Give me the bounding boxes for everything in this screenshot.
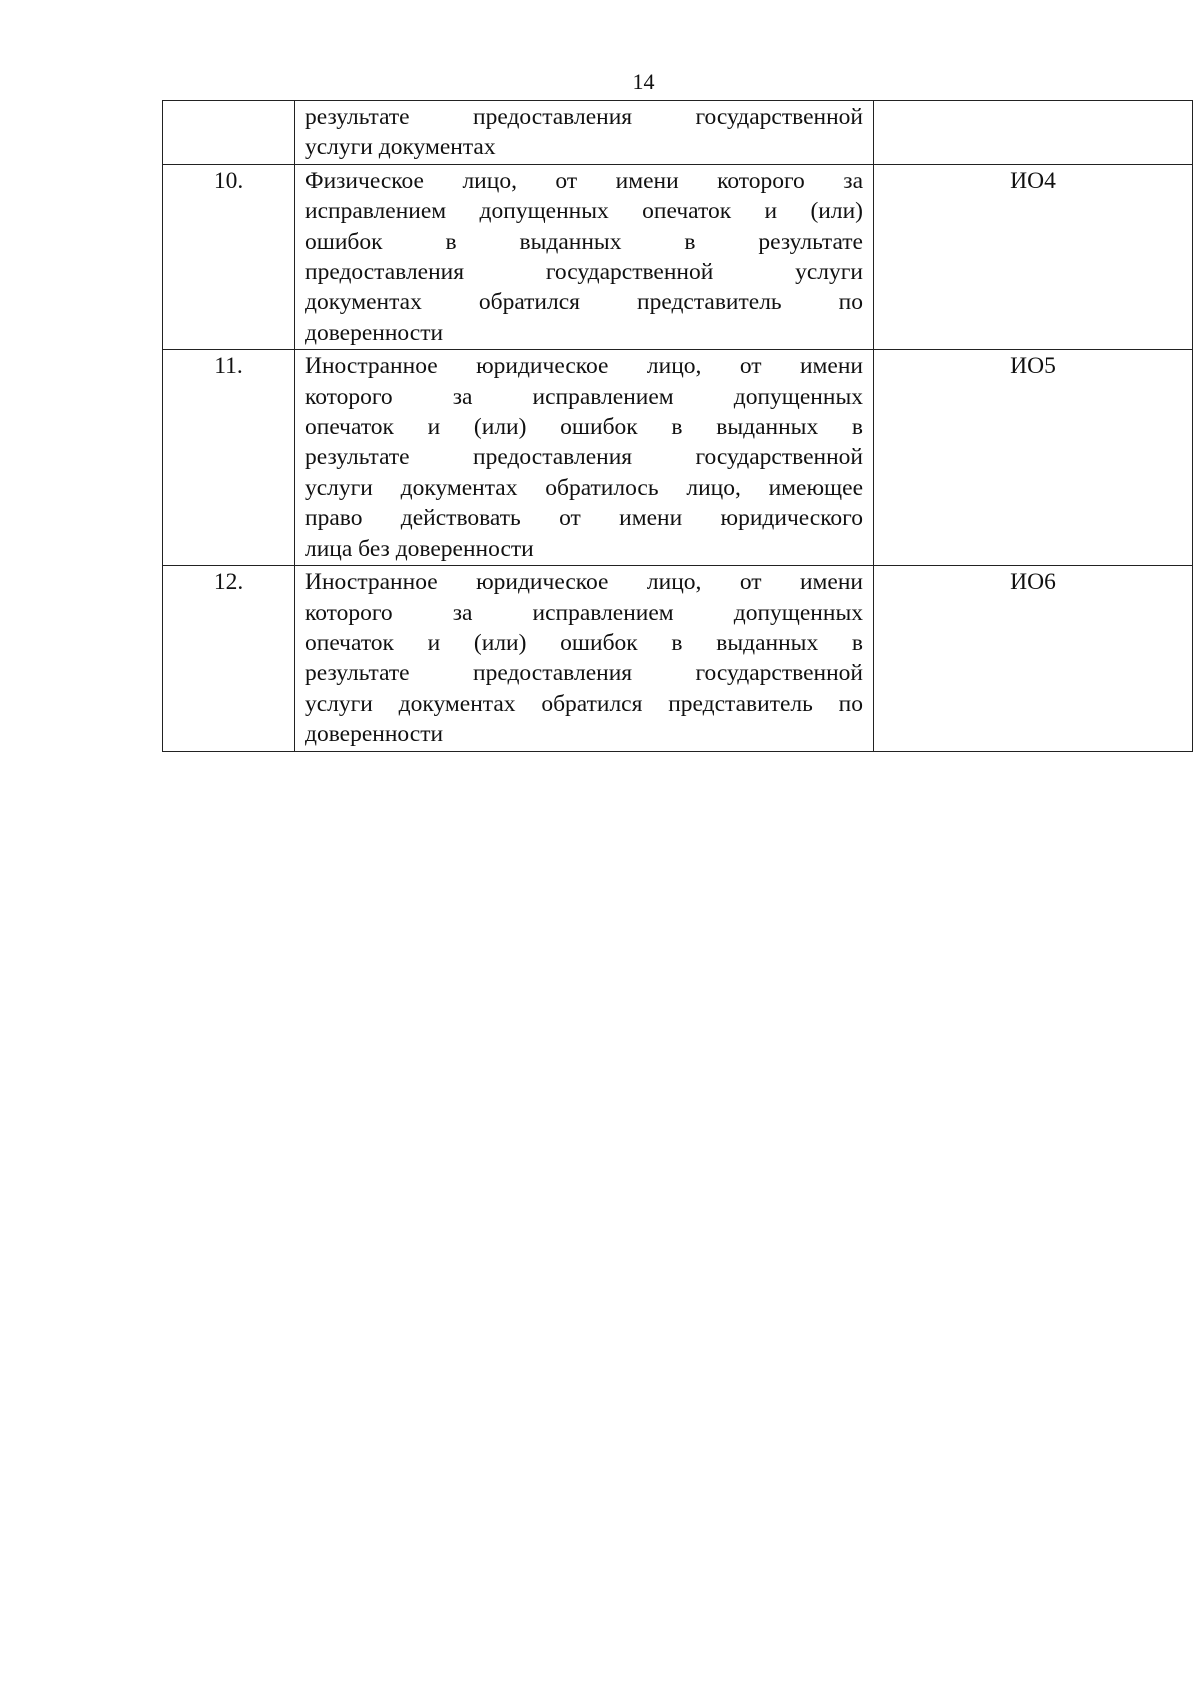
description-line: опечаток и (или) ошибок в выданных в (305, 414, 863, 441)
description-line: доверенности (305, 721, 444, 748)
description-line: лица без доверенности (305, 535, 534, 562)
description-line: результате предоставления государственной (305, 660, 863, 687)
description-line: Иностранное юридическое лицо, от имени (305, 353, 863, 380)
row-code-cell (874, 101, 1193, 165)
description-line: доверенности (305, 319, 444, 346)
description-line: право действовать от имени юридического (305, 505, 863, 532)
description-line: документах обратился представитель по (305, 289, 863, 316)
description-line: опечаток и (или) ошибок в выданных в (305, 629, 863, 656)
description-line: исправлением допущенных опечаток и (или) (305, 198, 863, 225)
description-line: услуги документах обратилось лицо, имеющее (305, 474, 863, 501)
row-number-cell: 10. (163, 164, 295, 349)
row-code-cell: ИО6 (874, 566, 1193, 751)
table-row (163, 350, 1193, 566)
description-line: предоставления государственной услуги (305, 259, 863, 286)
description-line: ошибок в выданных в результате (305, 228, 863, 255)
description-line: результате предоставления государственной (305, 104, 863, 130)
row-number-cell (163, 101, 295, 165)
row-code-cell: ИО4 (874, 164, 1193, 349)
document-table (162, 100, 1193, 752)
description-line: Иностранное юридическое лицо, от имени (305, 569, 863, 596)
row-number-cell: 11. (163, 350, 295, 566)
description-line: которого за исправлением допущенных (305, 599, 863, 626)
description-line: Физическое лицо, от имени которого за (305, 167, 863, 194)
row-code-cell: ИО5 (874, 350, 1193, 566)
description-line: услуги документах (305, 134, 496, 161)
table-row (163, 101, 1193, 165)
page-number: 14 (632, 69, 655, 94)
row-number-cell: 12. (163, 566, 295, 751)
table-row (163, 566, 1193, 751)
row-description-cell (295, 101, 874, 165)
description-line: которого за исправлением допущенных (305, 383, 863, 410)
description-line: результате предоставления государственной (305, 444, 863, 471)
table-row (163, 164, 1193, 349)
row-description-cell (295, 164, 874, 349)
row-description-cell (295, 350, 874, 566)
description-line: услуги документах обратился представитель по (305, 690, 863, 717)
row-description-cell (295, 566, 874, 751)
